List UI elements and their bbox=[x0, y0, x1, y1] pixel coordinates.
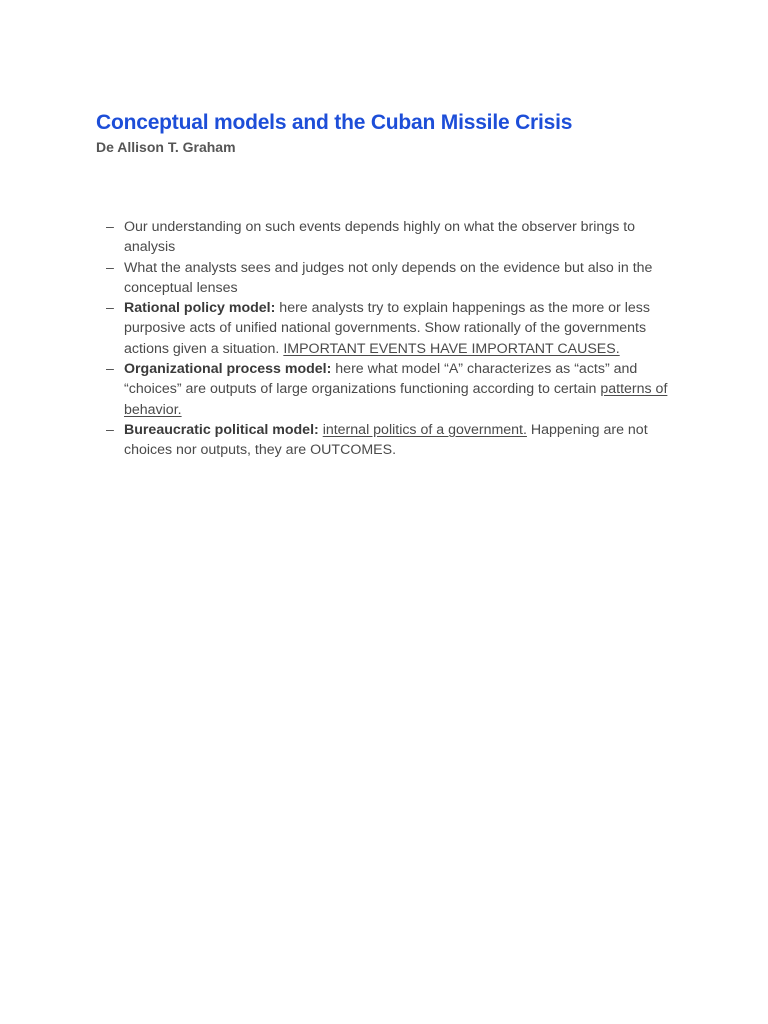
list-item bbox=[106, 420, 676, 461]
list-item-underlined-text: patterns of behavior. bbox=[124, 381, 668, 418]
document-title: Conceptual models and the Cuban Missile Crisis bbox=[96, 111, 573, 134]
list-item-text: What the analysts sees and judges not only depends on the evidence but also in the conceptual lenses bbox=[124, 259, 653, 296]
bullet-dash: – bbox=[106, 219, 114, 235]
list-item-text: here what model “A” characterizes as “acts” and “choices” are outputs of large organizations functioning according to certain bbox=[124, 361, 638, 398]
bullet-list bbox=[106, 217, 676, 461]
list-item-label: Organizational process model: bbox=[124, 361, 332, 378]
list-item-label: Rational policy model: bbox=[124, 300, 276, 317]
list-item-text: Happening are not choices nor outputs, they are OUTCOMES. bbox=[124, 421, 648, 459]
list-item-underlined-text: internal politics of a government. bbox=[322, 421, 527, 438]
list-item-text: Our understanding on such events depends highly on what the observer brings to analysis bbox=[124, 219, 636, 256]
bullet-dash: – bbox=[106, 361, 114, 378]
list-item bbox=[106, 298, 676, 359]
bullet-dash: – bbox=[106, 300, 114, 317]
list-item bbox=[106, 359, 676, 420]
list-item-underlined-text: IMPORTANT EVENTS HAVE IMPORTANT CAUSES. bbox=[283, 340, 620, 357]
list-item-label: Bureaucratic political model: bbox=[124, 421, 319, 438]
document-author: De Allison T. Graham bbox=[96, 139, 236, 155]
list-item bbox=[106, 217, 676, 258]
list-item bbox=[106, 258, 676, 299]
document-page bbox=[96, 108, 686, 459]
bullet-dash: – bbox=[106, 259, 114, 276]
bullet-dash: – bbox=[106, 421, 114, 438]
list-item-text: here analysts try to explain happenings as the more or less purposive acts of unified national governments. Show rationally of the governments actions given a situation. bbox=[124, 300, 650, 357]
